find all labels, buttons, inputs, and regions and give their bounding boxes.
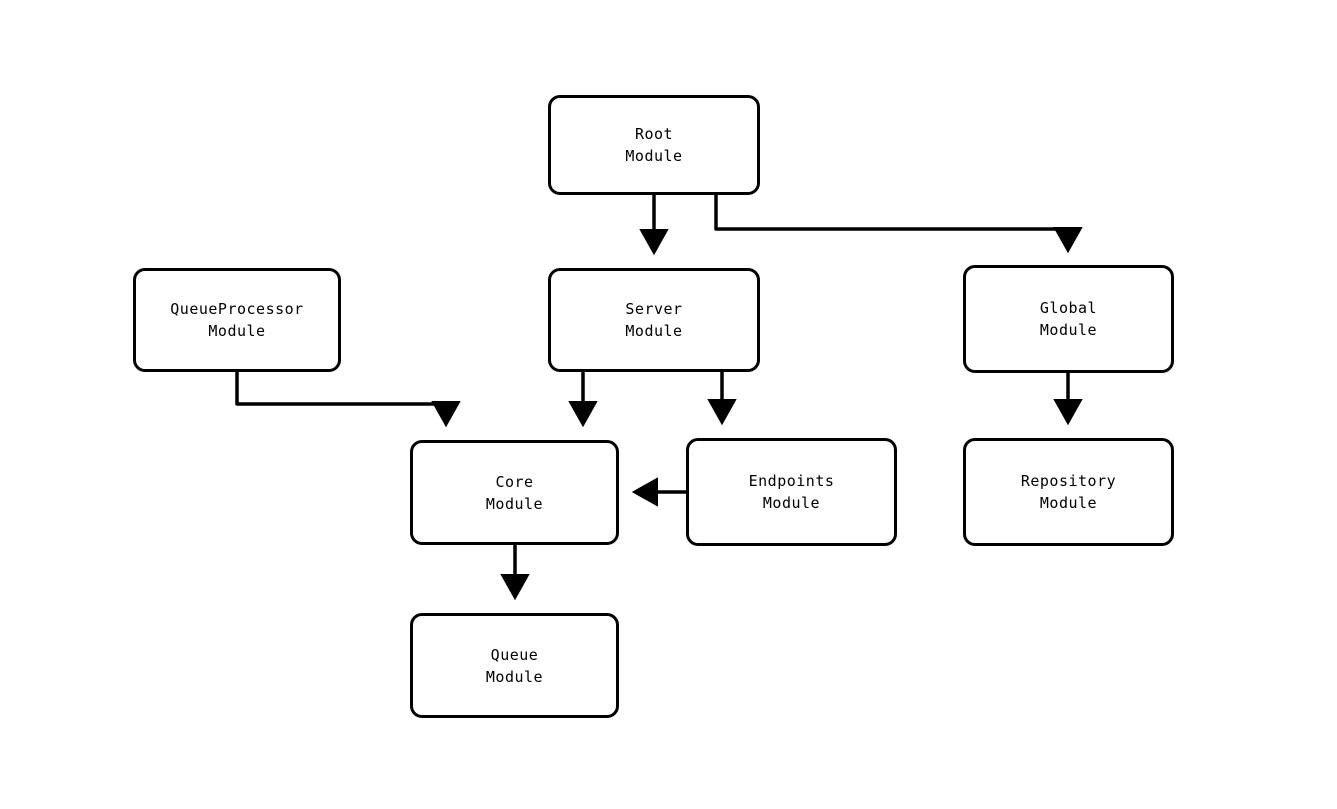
edge-root-to-global [716,195,1068,248]
node-label-line2: Module [625,322,683,340]
node-label-line1: Endpoints [748,472,835,490]
node-queueprocessor-module[interactable] [133,268,341,372]
node-label-line2: Module [1039,494,1098,512]
node-label-line1: Server [625,300,683,318]
node-label-line1: Repository [1020,472,1117,490]
node-core-module[interactable] [410,440,619,545]
node-label-line1: Global [1039,299,1098,317]
node-root-module[interactable] [548,95,760,195]
node-label-line1: Queue [490,645,539,664]
node-label-line2: Module [625,147,683,165]
node-label-line2: Module [208,322,266,340]
node-global-module[interactable] [963,265,1174,373]
node-label-line1: QueueProcessor [170,300,304,318]
node-repository-module[interactable] [963,438,1174,546]
node-label-line1: Core [495,472,534,491]
node-server-module[interactable] [548,268,760,372]
node-label-line2: Module [485,667,544,686]
node-endpoints-module[interactable] [686,438,897,546]
node-label-line2: Module [762,494,821,512]
node-label-line2: Module [1039,321,1098,339]
node-queue-module[interactable] [410,613,619,718]
edge-queueprocessor-to-core [237,372,446,422]
node-label-line1: Root [634,125,674,143]
node-label-line2: Module [485,494,544,513]
